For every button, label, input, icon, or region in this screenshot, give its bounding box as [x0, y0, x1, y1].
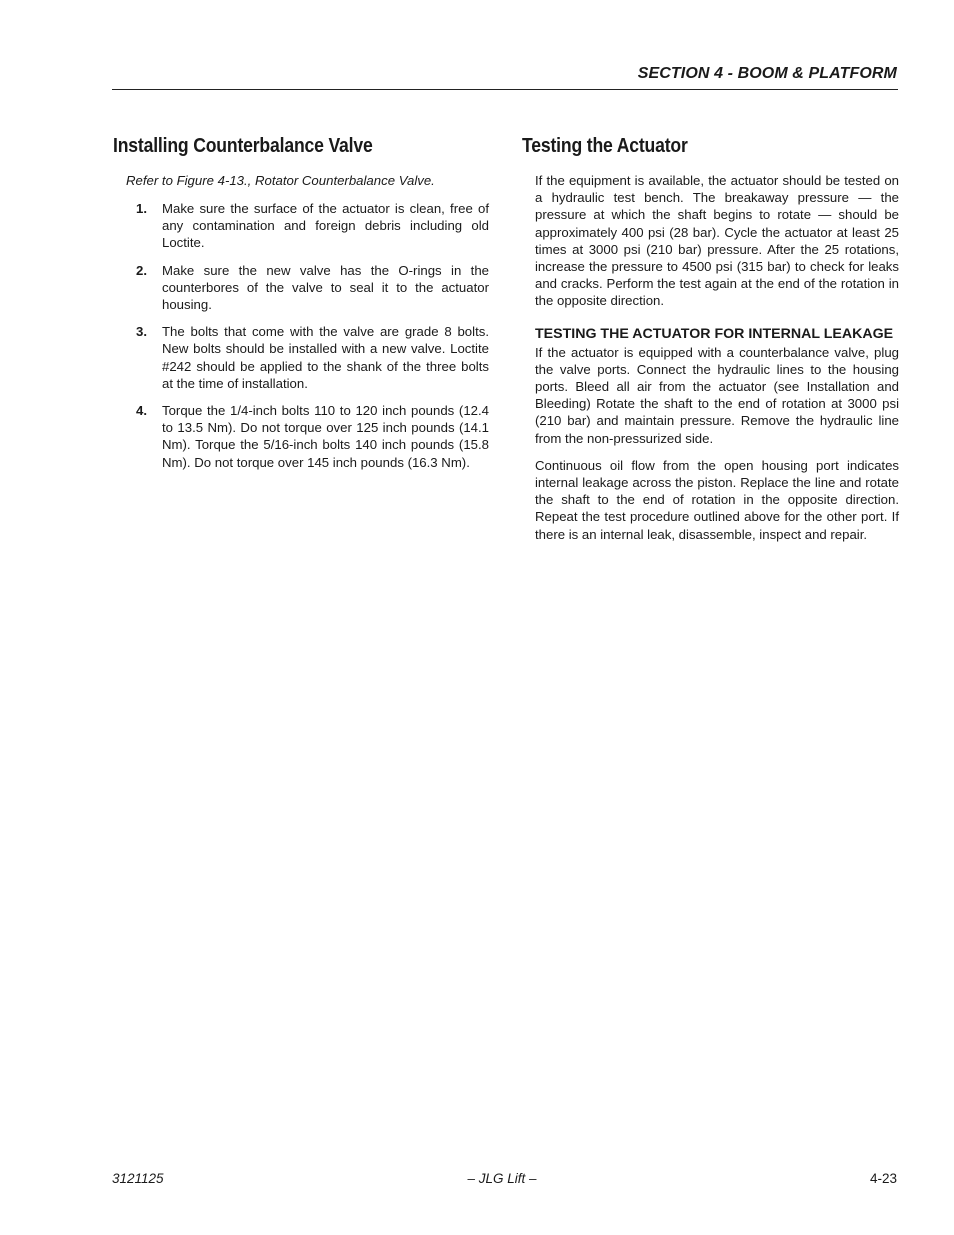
installing-valve-heading: Installing Counterbalance Valve: [113, 135, 373, 157]
testing-actuator-heading: Testing the Actuator: [522, 135, 688, 157]
leakage-paragraph-2: Continuous oil flow from the open housing port indicates internal leakage across the piston. Replace the line and rotate the shaft to the end of rotation in the opposite direction. Repeat the test procedure outlined above for the other port. If there is an internal leak, disassemble, inspect and repair.: [535, 457, 899, 542]
step-text: Make sure the surface of the actuator is clean, free of any contamination and foreign debris including old Loctite.: [162, 201, 489, 251]
footer-publisher: – JLG Lift –: [467, 1171, 537, 1186]
step-text: The bolts that come with the valve are grade 8 bolts. New bolts should be installed with a new valve. Loctite #242 should be applied to the shank of the three bolts at the time of installation.: [162, 324, 489, 391]
figure-reference-note: Refer to Figure 4-13., Rotator Counterbalance Valve.: [126, 173, 435, 188]
step-number: 1.: [136, 201, 147, 216]
right-column: [522, 132, 899, 553]
section-header-title: SECTION 4 - BOOM & PLATFORM: [637, 65, 897, 82]
step-number: 4.: [136, 403, 147, 419]
list-item: [113, 402, 489, 471]
testing-intro-paragraph: If the equipment is available, the actuator should be tested on a hydraulic test bench. The breakaway pressure — the pressure at which the shaft begins to rotate — should be approximately 400 psi (28 bar). Cycle the actuator at least 25 times at 3000 psi (210 bar) pressure. After the 25 rotations, increase the pressure to 4500 psi (315 bar) to check for leaks and cracks. Perform the test again at the end of the rotation in the opposite direction.: [535, 173, 899, 309]
list-item: [113, 262, 489, 314]
footer-page-number: 4-23: [869, 1171, 897, 1186]
step-number: 3.: [136, 324, 147, 340]
footer-doc-number: 3121125: [112, 1171, 164, 1186]
step-number: 2.: [136, 262, 147, 278]
installation-steps-list: [113, 200, 489, 471]
left-column: [113, 132, 489, 481]
leakage-paragraph-1: If the actuator is equipped with a counterbalance valve, plug the valve ports. Connect the hydraulic lines to the housing ports. Bleed all air from the actuator (see Installation and Bleeding) Rotate the shaft to the end of rotation at 3000 psi (210 bar) and maintain pressure. Remove the hydraulic line from the non-pressurized side.: [535, 344, 899, 446]
header-divider: [112, 89, 898, 90]
step-text: Make sure the new valve has the O-rings in the counterbores of the valve to seal it to the actuator housing.: [162, 262, 489, 313]
step-text: Torque the 1/4-inch bolts 110 to 120 inch pounds (12.4 to 13.5 Nm). Do not torque over 125 inch pounds (14.1 Nm). Torque the 5/16-inch bolts 140 inch pounds (15.8 Nm). Do not torque over 145 inch pounds (16.3 Nm).: [162, 403, 489, 470]
list-item: [113, 200, 489, 252]
list-item: [113, 323, 489, 392]
internal-leakage-subheading: TESTING THE ACTUATOR FOR INTERNAL LEAKAGE: [535, 325, 894, 342]
